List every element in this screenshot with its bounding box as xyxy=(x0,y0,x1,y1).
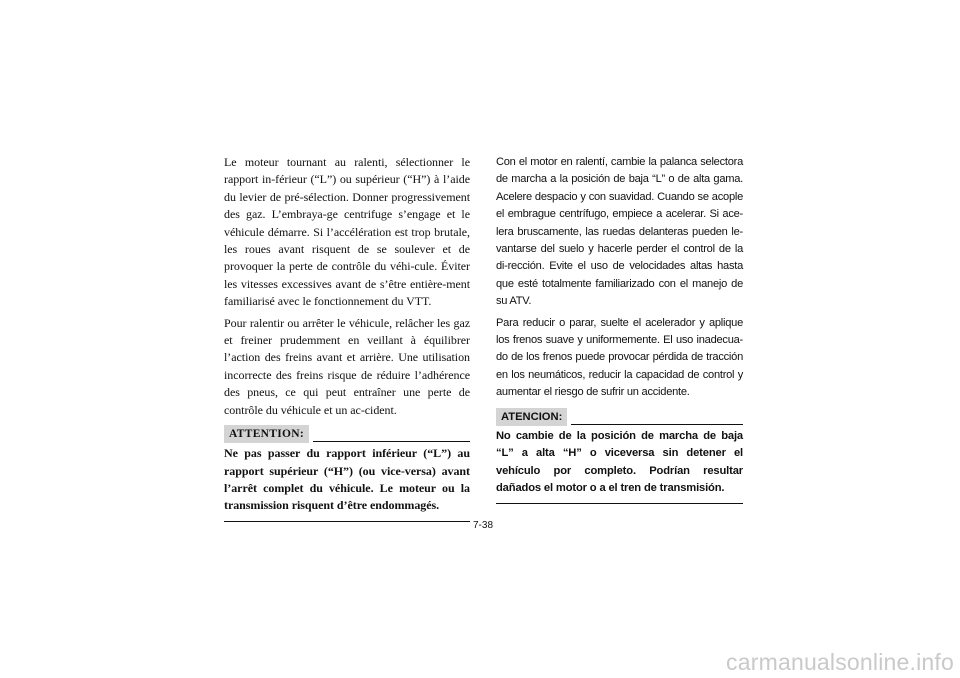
page-number: 7-38 xyxy=(472,520,493,531)
spanish-notice-text: No cambie de la posición de marcha de baja “L” a alta “H” o viceversa sin detener el vehículo por completo. Podrían resultar dañados el motor o a el tren de transmisión. xyxy=(496,429,743,494)
french-notice-text: Ne pas passer du rapport inférieur (“L”) au rapport supérieur (“H”) (ou vice-versa) avant l’arrêt complet du véhicule. Le moteur ou la transmission risquent d’être endommagés. xyxy=(224,446,470,513)
spanish-paragraph-2: Para reducir o parar, suelte el acelerador y aplique los frenos suave y uniformemente. El uso inadecua-do de los frenos puede provocar pérdida de tracción en los neumáticos, reducir la capacidad de control y aumentar el riesgo de sufrir un accidente. xyxy=(496,316,743,399)
spanish-notice-end-rule xyxy=(496,503,743,504)
french-paragraph-1: Le moteur tournant au ralenti, sélectionner le rapport in-férieur (“L”) ou supérieur (“H”) à l’aide du levier de pré-sélection. Donner progressivement des gaz. L’embraya-ge centrifuge s’engage et le véhicule démarre. Si l’accélération est trop brutale, les roues avant risquent de se soulever et de provoquer la perte de contrôle du véhi-cule. Éviter les vitesses excessives avant de s’être entière-ment familiarisé avec le fonctionnement du VTT. xyxy=(224,155,470,309)
french-paragraph-2: Pour ralentir ou arrêter le véhicule, relâcher les gaz et freiner prudemment en veillant à équilibrer l’action des freins avant et arrière. Une utilisation incorrecte des freins risque de réduire l’adhérence des pneus, ce qui peut entraîner une perte de contrôle du véhicule et un ac-cident. xyxy=(224,315,470,417)
spanish-notice-header xyxy=(496,406,743,428)
french-notice-rule xyxy=(313,441,470,442)
french-notice-label: ATTENTION: xyxy=(224,425,309,443)
spanish-attention-notice xyxy=(496,406,743,505)
french-attention-notice xyxy=(224,423,470,522)
french-notice-end-rule xyxy=(224,521,470,522)
watermark: carmanualsonline.info xyxy=(726,649,954,675)
spanish-paragraph-1: Con el motor en ralentí, cambie la palanca selectora de marcha a la posición de baja “L” o de alta gama. Acelere despacio y con suavidad. Cuando se acople el embrague centrífugo, empiece a acelerar. Si ace-lera bruscamente, las ruedas delanteras pueden le-vantarse del suelo y hacerle perder el control de la di-rección. Evite el uso de velocidades altas hasta que esté totalmente familiarizado con el manejo de su ATV. xyxy=(496,156,743,308)
french-column xyxy=(224,154,470,522)
spanish-notice-label: ATENCION: xyxy=(496,408,567,426)
spanish-column xyxy=(496,154,743,504)
french-notice-header xyxy=(224,423,470,445)
spanish-notice-rule xyxy=(571,424,743,425)
